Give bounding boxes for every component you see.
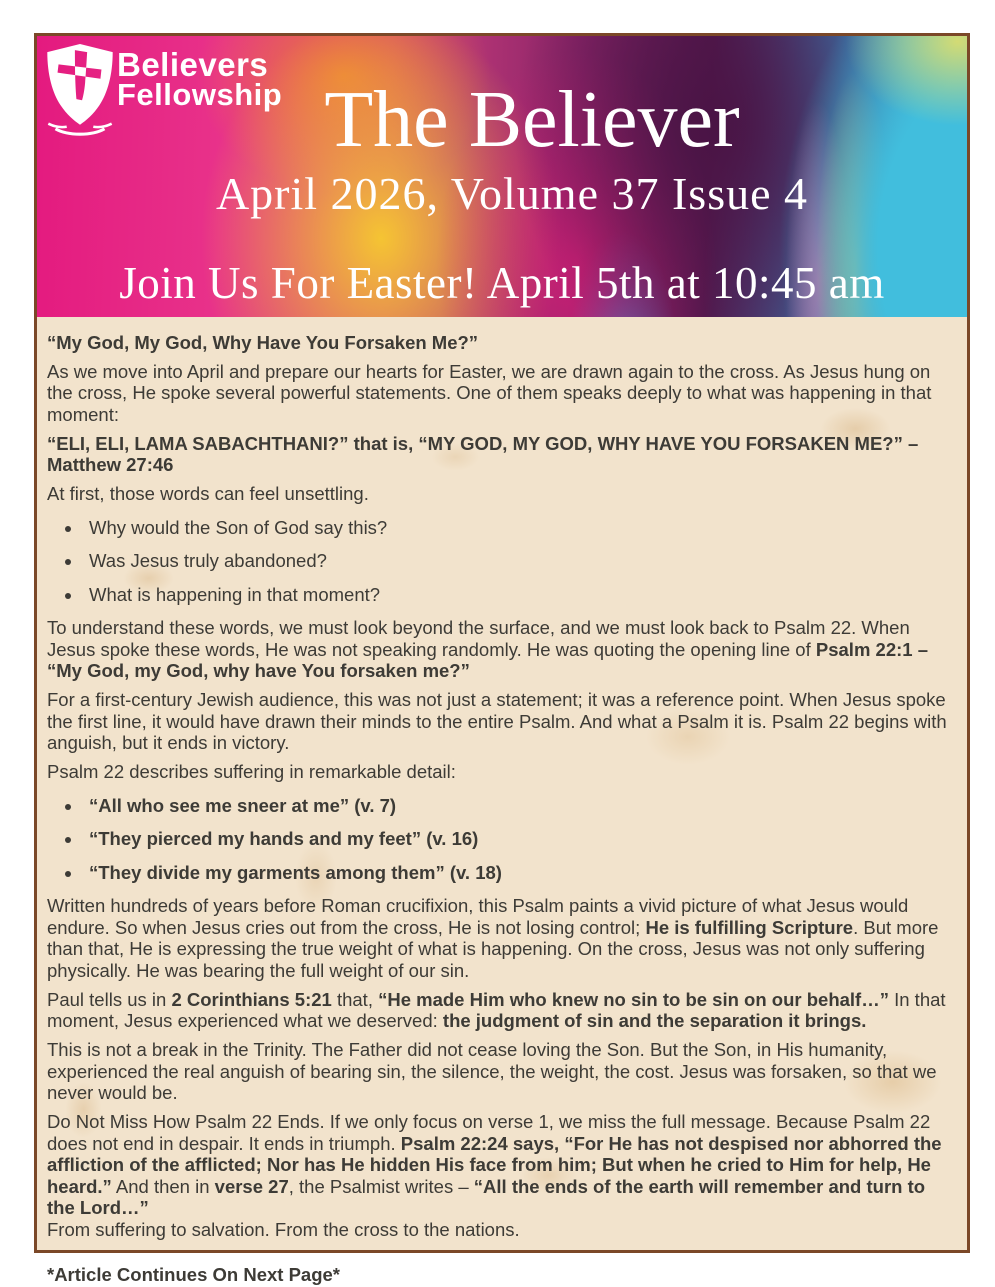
page-sheet (34, 33, 970, 1285)
bullet-item: • Why would the Son of God say this? (83, 517, 956, 539)
bullet-item: • “They pierced my hands and my feet” (v. 16) (83, 828, 956, 850)
newsletter-header (37, 36, 967, 317)
article-paragraph: For a first-century Jewish audience, this was not just a statement; it was a reference point. When Jesus spoke the first line, it would have drawn their minds to the entire Psalm. And what a Psalm it is. Psalm 22 begins with anguish, but it ends in victory. (47, 689, 947, 753)
bullet-list (47, 517, 956, 606)
bullet-item: • “All who see me sneer at me” (v. 7) (83, 795, 956, 817)
article-paragraph: To understand these words, we must look beyond the surface, and we must look back to Psalm 22. When Jesus spoke these words, He was not speaking randomly. He was quoting the opening line of Psalm 22:1 – “My God, my God, why have You forsaken me?” (47, 617, 928, 681)
article-paragraph: As we move into April and prepare our hearts for Easter, we are drawn again to the cross. As Jesus hung on the cross, He spoke several powerful statements. One of them speaks deeply to what was happening in that moment: (47, 360, 932, 425)
article-paragraph: “ELI, ELI, LAMA SABACHTHANI?” that is, “MY GOD, MY GOD, WHY HAVE YOU FORSAKEN ME?” – Matthew 27:46 (47, 432, 919, 475)
article-paragraph: Paul tells us in 2 Corinthians 5:21 that, “He made Him who knew no sin to be sin on our behalf…” In that moment, Jesus experienced what we deserved: the judgment of sin and the separation it brings. (47, 988, 946, 1031)
article-paragraph: This is not a break in the Trinity. The Father did not cease loving the Son. But the Son, in His humanity, experienced the real anguish of bearing sin, the silence, the weight, the cost. Jesus was forsaken, so that we never would be. (47, 1039, 937, 1103)
newsletter-title: The Believer (324, 76, 740, 164)
article-body (37, 317, 967, 1285)
article-paragraph: Written hundreds of years before Roman crucifixion, this Psalm paints a vivid picture of what Jesus would endure. So when Jesus cries out from the cross, He is not losing control; He is fulfilling Scripture. But more than that, He is expressing the true weight of what is happening. On the cross, Jesus was not only suffering physically. He was bearing the full weight of our sin. (47, 895, 939, 981)
bullet-item: • “They divide my garments among them” (v. 18) (83, 862, 956, 884)
logo-line2: Fellowship (117, 77, 283, 112)
article-paragraph: At first, those words can feel unsettling. (47, 483, 369, 504)
article-heading: “My God, My God, Why Have You Forsaken Me?” (47, 331, 479, 353)
article-paragraph: Psalm 22 describes suffering in remarkable detail: (47, 761, 456, 782)
masthead-titles (37, 76, 967, 221)
bullet-list (47, 795, 956, 884)
article-paragraph: Do Not Miss How Psalm 22 Ends. If we only focus on verse 1, we miss the full message. Because Psalm 22 does not end in despair. It ends in triumph. Psalm 22:24 says, “For He has not despised nor abhorred the affliction of the afflicted; Nor has He hidden His face from him; But when he cried to Him for help, He heard.” And then in verse 27, the Psalmist writes – “All the ends of the earth will remember and turn to the Lord…” From suffering to salvation. From the cross to the nations. (47, 1111, 942, 1240)
logo-line1: Believers (117, 46, 269, 83)
newsletter-subtitle: April 2026, Volume 37 Issue 4 (215, 168, 809, 219)
bullet-item: • What is happening in that moment? (83, 584, 956, 606)
easter-banner: Join Us For Easter! April 5th at 10:45 am (119, 258, 885, 308)
bullet-item: • Was Jesus truly abandoned? (83, 550, 956, 572)
continues-note: *Article Continues On Next Page* (47, 1264, 340, 1285)
